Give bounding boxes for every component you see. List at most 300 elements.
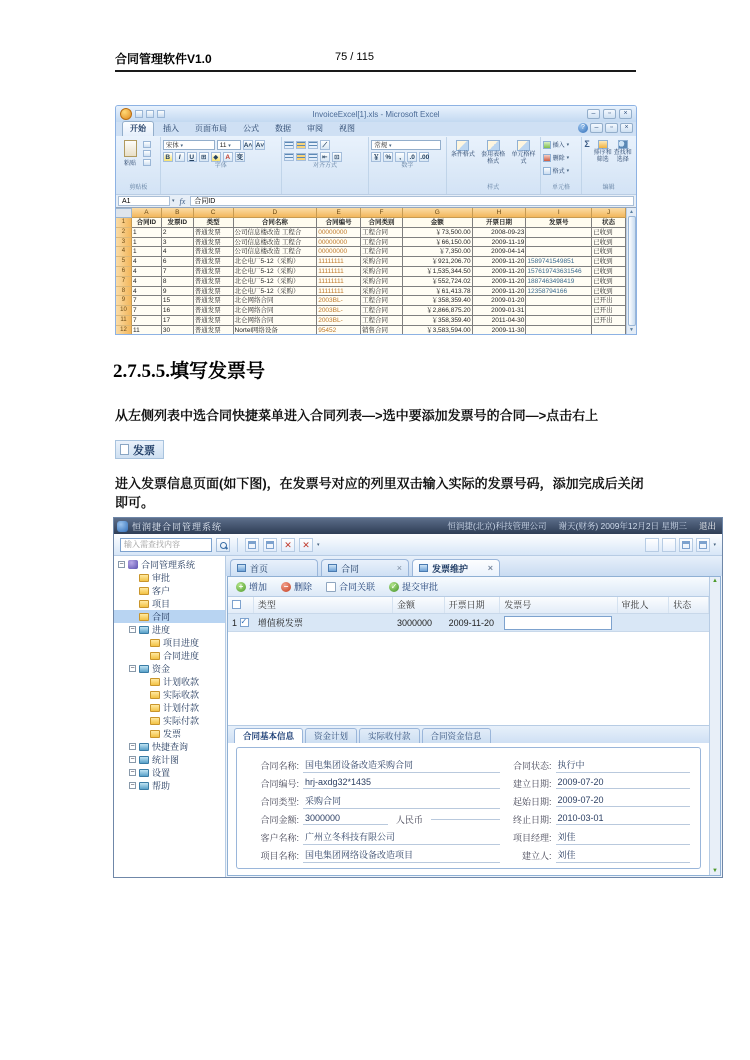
cell[interactable]: 00000000 xyxy=(317,238,361,248)
column-header-G[interactable]: G xyxy=(403,208,473,218)
cell[interactable]: 已收到 xyxy=(592,267,626,277)
select-all-corner[interactable] xyxy=(116,208,132,218)
cell[interactable]: 2 xyxy=(162,228,194,238)
cells-button[interactable] xyxy=(543,151,570,164)
row-header-8[interactable]: 8 xyxy=(116,287,132,297)
scroll-down-icon[interactable]: ▼ xyxy=(629,327,634,333)
decrease-decimal-icon[interactable]: .00 xyxy=(420,154,430,161)
cell[interactable]: 2009-11-20 xyxy=(473,257,527,267)
excel-vscrollbar[interactable] xyxy=(626,208,636,334)
search-input[interactable] xyxy=(120,538,212,552)
cell[interactable] xyxy=(592,326,626,334)
cell[interactable]: 7 xyxy=(132,296,162,306)
style-button[interactable] xyxy=(509,138,537,165)
style-button[interactable] xyxy=(449,138,477,159)
sidebar-item-1[interactable] xyxy=(114,571,225,584)
cell[interactable]: ￥358,359.40 xyxy=(403,316,473,326)
sidebar-item-17[interactable] xyxy=(114,779,225,792)
action-button-3[interactable] xyxy=(389,580,438,593)
cell[interactable]: 12358794166 xyxy=(526,287,592,297)
cell[interactable]: 采购合同 xyxy=(361,267,403,277)
percent-icon[interactable]: % xyxy=(383,152,393,162)
grid-header-0[interactable]: 类型 xyxy=(254,597,393,613)
expander-spacer xyxy=(140,730,147,737)
grid-row[interactable] xyxy=(228,614,709,632)
cell[interactable]: 工程合同 xyxy=(361,306,403,316)
search-icon[interactable] xyxy=(216,538,230,552)
bold-icon[interactable]: B xyxy=(163,152,173,162)
orientation-icon[interactable]: ⟋ xyxy=(320,140,330,150)
row-header-11[interactable]: 11 xyxy=(116,316,132,326)
detail-tab-0[interactable]: 合同基本信息 xyxy=(234,728,303,743)
sidebar-item-8[interactable] xyxy=(114,662,225,675)
formula-input[interactable]: 合同ID xyxy=(190,196,634,206)
merge-center-icon[interactable]: ⊡ xyxy=(332,152,342,162)
print-icon[interactable] xyxy=(679,538,693,552)
row-header-12[interactable]: 12 xyxy=(116,326,132,334)
italic-icon[interactable]: I xyxy=(175,152,185,162)
cell[interactable]: Nortel网络设备 xyxy=(234,326,318,334)
cell[interactable]: ￥1,535,344.50 xyxy=(403,267,473,277)
style-button-label: 单元格样式 xyxy=(511,152,536,165)
ribbon-tab[interactable]: 开始 xyxy=(122,121,154,136)
folder-icon xyxy=(150,704,160,712)
scroll-up-icon[interactable]: ▲ xyxy=(629,209,634,215)
redo-icon[interactable] xyxy=(157,110,165,118)
row-header-9[interactable]: 9 xyxy=(116,296,132,306)
edit-icon[interactable] xyxy=(662,538,676,552)
cell[interactable]: 4 xyxy=(132,267,162,277)
cell[interactable]: 1589741549851 xyxy=(526,257,592,267)
row-header-7[interactable]: 7 xyxy=(116,277,132,287)
sidebar-item-4[interactable] xyxy=(114,610,225,623)
cell[interactable]: 工程合同 xyxy=(361,247,403,257)
scroll-thumb[interactable] xyxy=(628,216,636,326)
row-header-1[interactable]: 1 xyxy=(116,218,132,228)
cell[interactable]: 2003BL- xyxy=(317,296,361,306)
cell[interactable]: 公司信息楼改造 工程合 xyxy=(234,247,318,257)
grid-header-4[interactable]: 审批人 xyxy=(618,597,670,613)
detail-tab-2[interactable]: 实际收付款 xyxy=(359,728,420,743)
tab-2[interactable] xyxy=(412,559,500,576)
restore-icon[interactable]: ▫ xyxy=(603,109,616,119)
detail-tab-3[interactable]: 合同资金信息 xyxy=(422,728,491,743)
column-header-B[interactable]: B xyxy=(162,208,194,218)
cell[interactable]: ￥552,724.02 xyxy=(403,277,473,287)
cell[interactable]: 2003BL- xyxy=(317,316,361,326)
close-tab-icon[interactable]: ✕ xyxy=(281,538,295,552)
cell[interactable]: 普通发票 xyxy=(194,296,234,306)
cascade-windows-icon[interactable] xyxy=(245,538,259,552)
tab-bar xyxy=(226,556,722,576)
workbook-restore-icon[interactable]: ▫ xyxy=(605,123,618,133)
cell[interactable]: 普通发票 xyxy=(194,238,234,248)
excel-sheet xyxy=(116,208,626,334)
mail-icon[interactable] xyxy=(645,538,659,552)
close-all-tabs-icon[interactable]: ✕ xyxy=(299,538,313,552)
row-header-2[interactable]: 2 xyxy=(116,228,132,238)
cell[interactable]: 合同编号 xyxy=(317,218,361,228)
cell[interactable]: 2011-04-30 xyxy=(473,316,527,326)
grow-font-icon[interactable]: A˄ xyxy=(243,142,253,149)
cell[interactable]: 8 xyxy=(162,277,194,287)
cell[interactable]: 2009-01-20 xyxy=(473,296,527,306)
minimize-icon[interactable]: – xyxy=(587,109,600,119)
tab-close-icon[interactable]: × xyxy=(396,563,402,573)
ribbon-tab[interactable]: 页面布局 xyxy=(195,124,227,133)
logout-link[interactable]: 退出 xyxy=(698,521,716,531)
cell[interactable]: 2009-11-30 xyxy=(473,326,527,334)
cell[interactable]: 公司信息楼改造 工程合 xyxy=(234,228,318,238)
cell[interactable]: 发票号 xyxy=(526,218,592,228)
grid-header-1[interactable]: 金额 xyxy=(393,597,445,613)
cell[interactable]: 采购合同 xyxy=(361,277,403,287)
column-header-D[interactable]: D xyxy=(234,208,318,218)
autosum-icon[interactable]: Σ xyxy=(584,139,590,149)
cell[interactable]: 6 xyxy=(162,257,194,267)
cell[interactable]: 开票日期 xyxy=(473,218,527,228)
cut-icon[interactable] xyxy=(143,141,151,148)
cell[interactable]: ￥66,150.00 xyxy=(403,238,473,248)
cell[interactable]: 4 xyxy=(132,277,162,287)
cell[interactable]: 普通发票 xyxy=(194,267,234,277)
cell[interactable]: 2003BL- xyxy=(317,306,361,316)
tile-windows-icon[interactable] xyxy=(263,538,277,552)
row-header-10[interactable]: 10 xyxy=(116,306,132,316)
expander-icon[interactable]: − xyxy=(130,743,135,750)
font-name-select[interactable]: 宋体 ▾ xyxy=(163,140,215,150)
module-icon xyxy=(139,769,149,777)
cell[interactable]: 普通发票 xyxy=(194,228,234,238)
app-logo-icon xyxy=(117,521,128,532)
style-button-icon xyxy=(456,140,469,151)
sidebar-item-7[interactable] xyxy=(114,649,225,662)
underline-icon[interactable]: U xyxy=(187,152,197,162)
cell[interactable] xyxy=(526,238,592,248)
cell[interactable]: 4 xyxy=(162,247,194,257)
cell[interactable]: 北仑电厂5-12（采购） xyxy=(234,277,318,287)
tab-1[interactable] xyxy=(321,559,409,576)
workbook-minimize-icon[interactable]: – xyxy=(590,123,603,133)
format-painter-icon[interactable] xyxy=(143,159,151,166)
cell[interactable]: 9 xyxy=(162,287,194,297)
app-scroll-down-icon[interactable]: ▼ xyxy=(712,868,718,874)
cell[interactable]: 金额 xyxy=(403,218,473,228)
field-row xyxy=(500,792,690,810)
invoice-no-input[interactable] xyxy=(504,616,612,630)
expander-icon[interactable]: − xyxy=(130,756,135,763)
currency-icon[interactable]: ￥ xyxy=(372,154,380,161)
expander-icon[interactable]: − xyxy=(130,769,135,776)
column-header-I[interactable]: I xyxy=(526,208,592,218)
cell[interactable]: 普通发票 xyxy=(194,257,234,267)
cells-button[interactable] xyxy=(543,138,570,151)
grid-header-5[interactable]: 状态 xyxy=(669,597,709,613)
cell[interactable]: 00000000 xyxy=(317,228,361,238)
column-header-A[interactable]: A xyxy=(132,208,162,218)
cell[interactable]: 1 xyxy=(132,238,162,248)
cell[interactable]: 采购合同 xyxy=(361,257,403,267)
cell[interactable] xyxy=(526,296,592,306)
cell[interactable]: ￥73,500.00 xyxy=(403,228,473,238)
cell[interactable]: 2009-04-14 xyxy=(473,247,527,257)
office-button[interactable] xyxy=(120,108,132,120)
tab-close-icon[interactable]: × xyxy=(487,563,493,573)
style-button-label: 套用表格格式 xyxy=(481,152,506,165)
field-label: 合同金额: xyxy=(260,814,299,825)
row-checkbox[interactable] xyxy=(240,618,249,627)
field-row xyxy=(247,792,500,810)
cell[interactable]: 已开出 xyxy=(592,306,626,316)
cell[interactable]: 1 xyxy=(132,228,162,238)
row-header-3[interactable]: 3 xyxy=(116,238,132,248)
cell[interactable]: 已收到 xyxy=(592,247,626,257)
cell[interactable]: 11111111 xyxy=(317,287,361,297)
font-size-select[interactable]: 11 ▾ xyxy=(217,140,241,150)
align-center-icon[interactable] xyxy=(296,153,306,161)
cell[interactable]: 2009-11-19 xyxy=(473,238,527,248)
sidebar-item-14[interactable] xyxy=(114,740,225,753)
paste-button[interactable] xyxy=(119,138,141,167)
cell[interactable]: 北仑网络合同 xyxy=(234,296,318,306)
cell[interactable]: 状态 xyxy=(592,218,626,228)
column-header-J[interactable]: J xyxy=(592,208,626,218)
cell[interactable]: 11111111 xyxy=(317,267,361,277)
edit-button[interactable] xyxy=(613,138,633,163)
cell[interactable]: 公司信息楼改造 工程合 xyxy=(234,238,318,248)
ribbon-tab[interactable]: 审阅 xyxy=(307,124,323,133)
fill-color-icon[interactable]: ◆ xyxy=(211,152,221,162)
edit-button[interactable] xyxy=(593,138,613,163)
detail-tab-1[interactable]: 资金计划 xyxy=(305,728,357,743)
copy-icon[interactable] xyxy=(143,150,151,157)
namebox-dropdown-icon[interactable]: ▾ xyxy=(172,198,175,204)
sidebar-item-6[interactable] xyxy=(114,636,225,649)
sidebar-item-2[interactable] xyxy=(114,584,225,597)
cell[interactable]: 类型 xyxy=(194,218,234,228)
ribbon-tab[interactable]: 视图 xyxy=(339,124,355,133)
align-bottom-icon[interactable] xyxy=(308,141,318,149)
row-header-5[interactable]: 5 xyxy=(116,257,132,267)
cell[interactable]: 11 xyxy=(132,326,162,334)
cell[interactable] xyxy=(526,228,592,238)
cell[interactable]: 2009-11-20 xyxy=(473,267,527,277)
export-icon[interactable] xyxy=(696,538,710,552)
cell[interactable]: 已收到 xyxy=(592,257,626,267)
cell[interactable]: 采购合同 xyxy=(361,287,403,297)
sidebar-item-11[interactable] xyxy=(114,701,225,714)
close-icon[interactable]: × xyxy=(619,109,632,119)
cell[interactable]: 已收到 xyxy=(592,238,626,248)
cell[interactable] xyxy=(526,316,592,326)
cell[interactable]: 1887463498419 xyxy=(526,277,592,287)
field-row xyxy=(247,810,500,828)
sidebar-item-3[interactable] xyxy=(114,597,225,610)
excel-row xyxy=(116,287,626,297)
ribbon-tab[interactable]: 插入 xyxy=(163,124,179,133)
action-button-1[interactable] xyxy=(281,580,312,593)
grid-header-3[interactable]: 发票号 xyxy=(500,597,617,613)
module-icon xyxy=(139,743,149,751)
style-button[interactable] xyxy=(479,138,507,165)
expander-icon[interactable]: − xyxy=(130,782,135,789)
cell[interactable]: 4 xyxy=(132,257,162,267)
column-header-F[interactable]: F xyxy=(361,208,403,218)
invoice-icon xyxy=(120,444,129,455)
align-right-icon[interactable] xyxy=(308,153,318,161)
cells-button-label: 插入 xyxy=(552,143,565,149)
sidebar-item-label: 合同 xyxy=(152,612,171,622)
tab-0[interactable] xyxy=(230,559,318,576)
cell[interactable]: 2009-11-20 xyxy=(473,287,527,297)
ribbon-tab[interactable]: 数据 xyxy=(275,124,291,133)
sidebar-item-9[interactable] xyxy=(114,675,225,688)
cell[interactable]: 北仑电厂5-12（采购） xyxy=(234,267,318,277)
cell[interactable]: 已开出 xyxy=(592,296,626,306)
increase-decimal-icon[interactable]: .0 xyxy=(407,152,417,162)
font-color-icon[interactable]: A xyxy=(223,152,233,162)
cell[interactable]: 1 xyxy=(132,247,162,257)
sidebar-item-15[interactable] xyxy=(114,753,225,766)
cell[interactable]: 北仑网络合同 xyxy=(234,306,318,316)
cells-button[interactable] xyxy=(543,164,570,177)
toolbar-right-more-icon[interactable]: ▾ xyxy=(713,541,716,548)
cell[interactable]: ￥3,583,594.00 xyxy=(403,326,473,334)
comma-icon[interactable]: , xyxy=(395,152,405,162)
align-top-icon[interactable] xyxy=(284,141,294,149)
cell[interactable]: 销售合同 xyxy=(361,326,403,334)
undo-icon[interactable] xyxy=(146,110,154,118)
sidebar-item-5[interactable] xyxy=(114,623,225,636)
sidebar-item-label: 实际付款 xyxy=(163,716,200,726)
app-vscrollbar[interactable] xyxy=(709,577,720,875)
select-all-checkbox[interactable] xyxy=(232,600,241,609)
align-middle-icon[interactable] xyxy=(296,141,306,149)
app-scroll-up-icon[interactable]: ▲ xyxy=(712,578,718,584)
action-button-2[interactable] xyxy=(326,580,375,593)
cell[interactable] xyxy=(526,306,592,316)
cell[interactable]: 2009-01-31 xyxy=(473,306,527,316)
cell[interactable]: 普通发票 xyxy=(194,287,234,297)
cell[interactable]: 3 xyxy=(162,238,194,248)
number-group xyxy=(369,137,446,194)
cell[interactable]: ￥7,350.00 xyxy=(403,247,473,257)
expander-icon[interactable]: − xyxy=(119,561,124,568)
action-button-0[interactable] xyxy=(236,580,267,593)
sidebar-item-0[interactable] xyxy=(114,558,225,571)
cell[interactable]: ￥2,866,875.20 xyxy=(403,306,473,316)
sidebar-item-13[interactable] xyxy=(114,727,225,740)
cell[interactable]: 普通发票 xyxy=(194,326,234,334)
cell[interactable]: 普通发票 xyxy=(194,277,234,287)
cell[interactable]: ￥921,206.70 xyxy=(403,257,473,267)
shrink-font-icon[interactable]: A˅ xyxy=(255,142,265,149)
cell[interactable] xyxy=(526,326,592,334)
cell[interactable]: 已开出 xyxy=(592,316,626,326)
row-header-6[interactable]: 6 xyxy=(116,267,132,277)
font-group xyxy=(161,137,282,194)
cell[interactable]: 北仑电厂5-12（采购） xyxy=(234,287,318,297)
cell[interactable]: 157619743631546 xyxy=(526,267,592,277)
sidebar-item-10[interactable] xyxy=(114,688,225,701)
cell[interactable]: 16 xyxy=(162,306,194,316)
expander-icon[interactable]: − xyxy=(130,626,135,633)
cell[interactable]: 北仑电厂5-12（采购） xyxy=(234,257,318,267)
cell[interactable]: 工程合同 xyxy=(361,296,403,306)
cell[interactable]: ￥61,413.78 xyxy=(403,287,473,297)
invoice-button[interactable] xyxy=(115,440,164,459)
cell[interactable]: 发票ID xyxy=(162,218,194,228)
grid-header-2[interactable]: 开票日期 xyxy=(445,597,501,613)
name-box[interactable]: A1 xyxy=(118,196,170,206)
cell[interactable]: 工程合同 xyxy=(361,228,403,238)
ribbon-tab[interactable]: 公式 xyxy=(243,124,259,133)
column-header-H[interactable]: H xyxy=(473,208,527,218)
cell[interactable]: 7 xyxy=(132,316,162,326)
cell[interactable]: 15 xyxy=(162,296,194,306)
cell[interactable]: 95452 xyxy=(317,326,361,334)
cell[interactable] xyxy=(526,247,592,257)
indent-icon[interactable]: ⇤ xyxy=(320,152,330,162)
sidebar-item-16[interactable] xyxy=(114,766,225,779)
cell[interactable]: 00000000 xyxy=(317,247,361,257)
sidebar-item-label: 合同管理系统 xyxy=(141,560,196,570)
expander-icon[interactable]: − xyxy=(130,665,135,672)
cell[interactable]: 普通发票 xyxy=(194,316,234,326)
cell[interactable]: 11111111 xyxy=(317,277,361,287)
cell[interactable]: 合同ID xyxy=(132,218,162,228)
number-format-select[interactable]: 常规 ▾ xyxy=(371,140,441,150)
cell[interactable]: ￥358,359.40 xyxy=(403,296,473,306)
cell[interactable]: 普通发票 xyxy=(194,306,234,316)
border-icon[interactable]: ⊞ xyxy=(199,152,209,162)
row-header-4[interactable]: 4 xyxy=(116,247,132,257)
cell[interactable]: 7 xyxy=(132,306,162,316)
cell[interactable]: 合同类别 xyxy=(361,218,403,228)
cell[interactable]: 17 xyxy=(162,316,194,326)
cell[interactable]: 30 xyxy=(162,326,194,334)
cell[interactable]: 2008-09-23 xyxy=(473,228,527,238)
cell[interactable]: 北仑网络合同 xyxy=(234,316,318,326)
phonetic-icon[interactable]: 变 xyxy=(236,154,243,161)
module-icon xyxy=(139,626,149,634)
cell[interactable]: 7 xyxy=(162,267,194,277)
cell[interactable]: 已收到 xyxy=(592,228,626,238)
module-icon xyxy=(139,756,149,764)
align-left-icon[interactable] xyxy=(284,153,294,161)
cell[interactable]: 2009-11-20 xyxy=(473,277,527,287)
workbook-close-icon[interactable]: × xyxy=(620,123,633,133)
column-header-C[interactable]: C xyxy=(194,208,234,218)
cell[interactable]: 已收到 xyxy=(592,277,626,287)
cell[interactable]: 已收到 xyxy=(592,287,626,297)
cell[interactable]: 11111111 xyxy=(317,257,361,267)
cell[interactable]: 普通发票 xyxy=(194,247,234,257)
cell[interactable]: 4 xyxy=(132,287,162,297)
field-value: 刘佳 xyxy=(556,830,690,845)
cell[interactable]: 工程合同 xyxy=(361,238,403,248)
field-label: 项目名称: xyxy=(260,850,299,861)
style-button-icon xyxy=(517,140,530,151)
sidebar-item-12[interactable] xyxy=(114,714,225,727)
save-icon[interactable] xyxy=(135,110,143,118)
toolbar-more-icon[interactable]: ▾ xyxy=(317,541,320,548)
cell[interactable]: 工程合同 xyxy=(361,316,403,326)
help-icon[interactable]: ? xyxy=(578,123,588,133)
fx-icon[interactable]: fx xyxy=(179,196,186,206)
cell[interactable]: 合同名称 xyxy=(234,218,318,228)
column-header-E[interactable]: E xyxy=(317,208,361,218)
